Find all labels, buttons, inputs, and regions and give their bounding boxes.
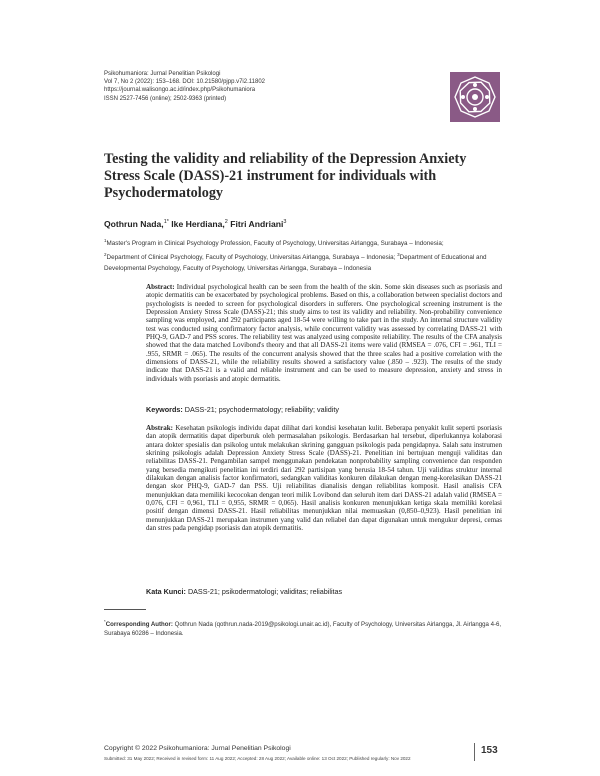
journal-volume: Vol 7, No 2 (2022): 153–168. DOI: 10.21580/pjpp.v7i2.11802 bbox=[104, 79, 266, 86]
journal-header bbox=[104, 70, 464, 103]
affiliation-1: Master's Program in Clinical Psychology Profession, Faculty of Psychology, Universitas Airlangga, Surabaya – Indonesia; bbox=[106, 240, 444, 248]
footnote-marker: * bbox=[104, 619, 106, 624]
journal-issn: ISSN 2527-7456 (online); 2502-9363 (printed) bbox=[104, 95, 227, 102]
page-number: 153 bbox=[481, 745, 498, 756]
kata-kunci-label: Kata Kunci: bbox=[146, 587, 186, 596]
affiliation-2: Department of Clinical Psychology, Faculty of Psychology, Universitas Airlangga, Surabaya – Indonesia; bbox=[106, 253, 396, 261]
author-marker: 3 bbox=[283, 219, 287, 226]
abstrak-label: Abstrak: bbox=[146, 424, 174, 432]
abstract-label: Abstract: bbox=[146, 283, 175, 291]
author-name: Qothrun Nada, bbox=[104, 219, 164, 229]
footnote-divider bbox=[104, 609, 146, 610]
abstract-text: Individual psychological health can be seen from the health of the skin. Some skin diseases such as psoriasis and atopic dermatitis can be exacerbated by psychological problems. Based on this, a collaboration between specialist doctors and psychologists is needed to screen for psychological disorders in sufferers. One psychological screening instrument is the Depression Anxiety Stress Scale (DASS)-21; this study aims to test its validity and reliability. Non-probability convenience sampling was employed, and 292 participants aged 18-54 were willing to take part in the study. An internal structure validity test was conducted using confirmatory factor analysis, while concurrent validity was assessed by correlating DASS-21 with PHQ-9, GAD-7 and PSS scores. The reliability test was analyzed using composite reliability. The results of the CFA analysis showed that the data matched Lovibond's theory and that all DASS-21 items were valid (RMSEA = .076, CFI = .961, TLI = .955, SRMR = .065). The results of the concurrent analysis showed that the three scales had a positive correlation with the dimensions of DASS-21, while the reliability results showed a satisfactory value (.850 – .923). The results of the study indicate that DASS-21 is a valid and reliable instrument and can be used to measure depression, anxiety and stress in individuals with psoriasis and atopic dermatitis. bbox=[146, 283, 503, 383]
author-marker: 2 bbox=[224, 219, 228, 226]
paper-title: Testing the validity and reliability of the Depression Anxiety Stress Scale (DASS)-21 instrument for individuals with Psychodermatology bbox=[104, 151, 467, 201]
footer-divider bbox=[474, 743, 475, 761]
keywords-text: DASS-21; psychodermatology; reliability; validity bbox=[184, 405, 339, 414]
author-list bbox=[104, 219, 286, 229]
keywords-english bbox=[146, 405, 502, 414]
affiliation-marker: 2 bbox=[104, 251, 107, 257]
footnote-label: Corresponding Author: bbox=[105, 621, 173, 629]
keywords-label: Keywords: bbox=[146, 405, 183, 414]
submission-dates: Submitted: 31 May 2022; Received in revised form: 11 Aug 2022; Accepted: 28 Aug 2022; Available online: 13 Oct 2022; Published regularly: Nov 2022 bbox=[104, 756, 411, 761]
kata-kunci-text: DASS-21; psikodermatologi; validitas; reliabilitas bbox=[187, 587, 343, 596]
affiliation-3: Department of Educational and Developmental Psychology, Faculty of Psychology, Universitas Airlangga, Surabaya – Indonesia bbox=[104, 253, 487, 272]
journal-emblem-icon bbox=[450, 72, 500, 122]
abstract-indonesian bbox=[146, 424, 502, 532]
affiliations bbox=[104, 236, 504, 275]
keywords-indonesian bbox=[146, 587, 502, 596]
author-marker: 1* bbox=[163, 219, 169, 226]
author-name: Ike Herdiana, bbox=[168, 219, 225, 229]
affiliation-marker: 1 bbox=[104, 238, 107, 243]
footnote-text: Qothrun Nada (qothrun.nada-2019@psikologi.unair.ac.id), Faculty of Psychology, Universitas Airlangga, Jl. Airlangga 4-6, Surabaya 60286 – Indonesia. bbox=[104, 621, 502, 638]
journal-name: Psikohumaniora: Jurnal Penelitian Psikologi bbox=[104, 71, 221, 77]
affiliation-marker: 3 bbox=[397, 251, 400, 257]
author-name: Fitri Andriani bbox=[227, 219, 284, 229]
journal-url[interactable]: https://journal.walisongo.ac.id/index.php/Psikohumaniora bbox=[104, 87, 256, 94]
corresponding-author-footnote bbox=[104, 617, 502, 639]
abstrak-text: Kesehatan psikologis individu dapat dilihat dari kondisi kesehatan kulit. Beberapa penyakit kulit seperti psoriasis dan atopik dermatitis dapat diperburuk oleh permasalahan psikologis. Berdasarkan hal tersebut, diperlukannya kolaborasi antara dokter spesialis dan psikolog untuk melakukan skrining gangguan psikologis pada pengidapnya. Salah satu instrumen skrining psikologis adalah Depression Anxiety Stress Scale (DASS)-21. Penelitian ini bertujuan menguji validitas dan reliabilitas DASS-21. Pengambilan sampel menggunakan pendekatan nonprobability sampling convenience dan responden yang bersedia mengikuti penelitian ini terdiri dari 292 partisipan yang berusia 18-54 tahun. Uji validitas struktur internal dilakukan dengan analisis factor konfirmatori, sedangkan validitas konkuren dilakukan dengan meng-korelasikan DASS-21 dengan skor PHQ-9, GAD-7 dan PSS. Uji reliabilitas dianalisis dengan reliabilitas komposit. Hasil analisis CFA menunjukkan data memiliki kecocokan dengan teori milik Lovibond dan seluruh item dari DASS-21 adalah valid (RMSEA = 0,076, CFI = 0,961, TLI = 0,955, SRMR = 0,065). Hasil analisis konkuren menunjukkan ketiga skala memiliki korelasi positif dengan dimensi DASS-21. Hasil reliabilitas menunjukkan nilai memuaskan (0,850–0,923). Hasil penelitian ini menunjukkan DASS-21 merupakan instrumen yang valid dan reliabel dan dapat digunakan untuk mengukur depresi, cemas dan stres pada pengidap psoriasis dan atopik dermatitis. bbox=[146, 424, 502, 533]
abstract-english bbox=[146, 283, 502, 383]
copyright-line: Copyright © 2022 Psikohumaniora: Jurnal Penelitian Psikologi bbox=[104, 745, 291, 752]
